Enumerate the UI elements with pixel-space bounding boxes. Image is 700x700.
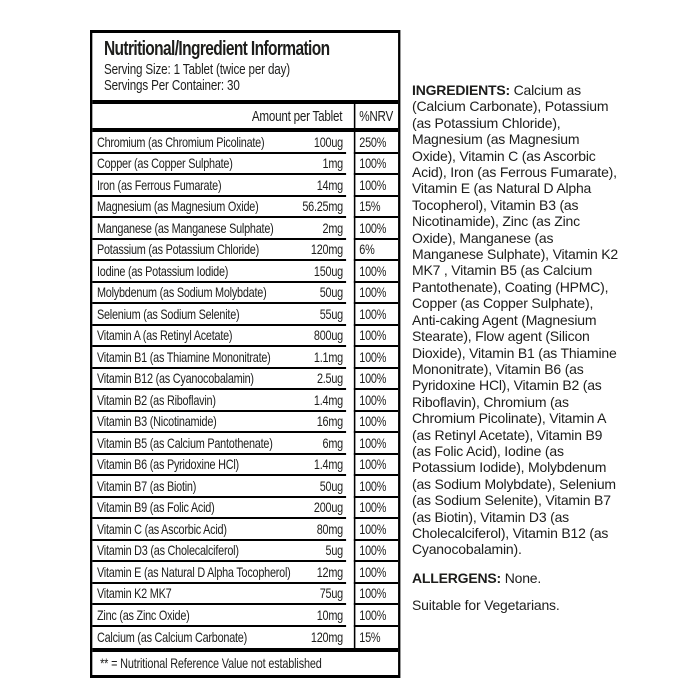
info-column	[412, 82, 618, 614]
column-gap	[346, 104, 354, 128]
nutrient-cell	[92, 433, 346, 455]
nutrient-nrv: 100%	[354, 541, 398, 563]
table-row	[92, 433, 398, 455]
panel-header	[92, 33, 398, 100]
nutrient-name: Magnesium (as Magnesium Oxide)	[96, 198, 259, 215]
ingredients-label: INGREDIENTS:	[412, 82, 510, 98]
nutrient-cell	[92, 326, 346, 348]
column-gap	[346, 132, 354, 154]
table-row	[92, 347, 398, 369]
nutrient-name: Vitamin B1 (as Thiamine Mononitrate)	[96, 348, 271, 365]
table-row	[92, 175, 398, 197]
column-gap	[346, 283, 354, 305]
nutrient-rows	[92, 132, 398, 648]
nutrient-amount: 6mg	[322, 434, 343, 451]
nutrient-cell	[92, 519, 346, 541]
nutrient-name: Iodine (as Potassium Iodide)	[96, 262, 229, 279]
allergens-text: None.	[501, 569, 542, 586]
nutrient-amount: 10mg	[316, 606, 343, 623]
nutrient-amount: 75ug	[319, 585, 343, 602]
nutrient-name: Vitamin C (as Ascorbic Acid)	[96, 520, 227, 537]
column-gap	[346, 369, 354, 391]
nutrient-name: Vitamin D3 (as Cholecalciferol)	[96, 542, 239, 559]
nutrient-cell	[92, 218, 346, 240]
column-gap	[346, 326, 354, 348]
nutrient-cell	[92, 390, 346, 412]
nutrient-amount: 100ug	[313, 133, 343, 150]
nutrient-nrv: 100%	[354, 412, 398, 434]
nutrient-name: Zinc (as Zinc Oxide)	[96, 606, 190, 623]
nutrient-cell	[92, 197, 346, 219]
nutrient-cell	[92, 476, 346, 498]
nutrient-cell	[92, 412, 346, 434]
table-row	[92, 541, 398, 563]
table-row	[92, 132, 398, 154]
allergens-label: ALLERGENS:	[412, 569, 502, 586]
nutrient-amount: 1.4mg	[313, 391, 343, 408]
nutrient-amount: 16mg	[316, 413, 343, 430]
table-row	[92, 261, 398, 283]
column-gap	[346, 240, 354, 262]
table-row	[92, 584, 398, 606]
column-gap	[346, 390, 354, 412]
nutrient-cell	[92, 132, 346, 154]
table-row	[92, 154, 398, 176]
table-row	[92, 498, 398, 520]
table-header-row	[92, 104, 398, 128]
nutrient-name: Vitamin E (as Natural D Alpha Tocopherol)	[96, 563, 291, 580]
nutrient-amount: 150ug	[313, 262, 343, 279]
column-gap	[346, 476, 354, 498]
nutrient-name: Vitamin B12 (as Cyanocobalamin)	[96, 370, 254, 387]
nutrient-name: Potassium (as Potassium Chloride)	[96, 241, 259, 258]
table-row	[92, 412, 398, 434]
nutrient-name: Vitamin B6 (as Pyridoxine HCl)	[96, 456, 239, 473]
column-gap	[346, 197, 354, 219]
nutrient-name: Iron (as Ferrous Fumarate)	[96, 176, 222, 193]
table-row	[92, 304, 398, 326]
column-gap	[346, 304, 354, 326]
nutrient-name: Molybdenum (as Sodium Molybdate)	[96, 284, 267, 301]
nutrient-amount: 1.1mg	[313, 348, 343, 365]
nutrient-name: Selenium (as Sodium Selenite)	[96, 305, 240, 322]
footnote: ** = Nutritional Reference Value not established	[100, 655, 322, 671]
nutrient-nrv: 100%	[354, 304, 398, 326]
table-row	[92, 476, 398, 498]
column-gap	[346, 347, 354, 369]
nutrient-nrv: 100%	[354, 433, 398, 455]
nutrient-name: Vitamin B5 (as Calcium Pantothenate)	[96, 434, 273, 451]
nutrient-amount: 56.25mg	[302, 198, 343, 215]
nutrient-nrv: 100%	[354, 605, 398, 627]
nrv-column-header: %NRV	[354, 104, 398, 128]
nutrient-cell	[92, 261, 346, 283]
nutrient-amount: 120mg	[310, 241, 343, 258]
nutrient-nrv: 15%	[354, 197, 398, 219]
table-row	[92, 283, 398, 305]
nutrient-amount: 50ug	[319, 477, 343, 494]
column-gap	[346, 627, 354, 649]
nutrient-nrv: 100%	[354, 369, 398, 391]
nutrient-cell	[92, 541, 346, 563]
nutrient-cell	[92, 283, 346, 305]
nutrient-nrv: 100%	[354, 562, 398, 584]
vegetarian-note: Suitable for Vegetarians.	[412, 597, 560, 614]
nutrient-amount: 50ug	[319, 284, 343, 301]
nutrient-cell	[92, 369, 346, 391]
nutrient-name: Vitamin B7 (as Biotin)	[96, 477, 197, 494]
table-row	[92, 455, 398, 477]
nutrient-name: Copper (as Copper Sulphate)	[96, 155, 233, 172]
nutrient-name: Vitamin B9 (as Folic Acid)	[96, 499, 215, 516]
nutrient-amount: 80mg	[316, 520, 343, 537]
nutrient-nrv: 100%	[354, 584, 398, 606]
column-gap	[346, 498, 354, 520]
nutrient-name: Manganese (as Manganese Sulphate)	[96, 219, 274, 236]
nutrient-amount: 5ug	[325, 542, 343, 559]
table-row	[92, 519, 398, 541]
ingredients-text: Calcium as (Calcium Carbonate), Potassium (as Potassium Chloride), Magnesium (as Magnesium Oxide), Vitamin C (as Ascorbic Acid), Iron (as Ferrous Fumarate), Vitamin E (as Natural D Alpha Tocopherol), Vitamin B3 (as Nicotinamide), Zinc (as Zinc Oxide), Manganese (as Manganese Sulphate), Vitamin K2 MK7 , Vitamin B5 (as Calcium Pantothenate), Coating (HPMC), Copper (as Copper Sulphate), Anti-caking Agent (Magnesium Stearate), Flow agent (Silicon Dioxide), Vitamin B1 (as Thiamine Mononitrate), Vitamin B6 (as Pyridoxine HCl), Vitamin B2 (as Riboflavin), Chromium (as Chromium Picolinate), Vitamin A (as Retinyl Acetate), Vitamin B9 (as Folic Acid), Iodine (as Potassium Iodide), Molybdenum (as Sodium Molybdate), Selenium (as Sodium Selenite), Vitamin B7 (as Biotin), Vitamin D3 (as Cholecalciferol), Vitamin B12 (as Cyanocobalamin).	[412, 82, 619, 558]
table-row	[92, 369, 398, 391]
column-gap	[346, 455, 354, 477]
column-gap	[346, 541, 354, 563]
nutrient-nrv: 100%	[354, 175, 398, 197]
column-gap	[346, 584, 354, 606]
nutrient-name: Vitamin A (as Retinyl Acetate)	[96, 327, 233, 344]
nutrient-amount: 120mg	[310, 629, 343, 646]
table-row	[92, 605, 398, 627]
nutrient-name: Vitamin B2 (as Riboflavin)	[96, 391, 216, 408]
nutrition-facts-panel	[90, 30, 400, 678]
nutrient-name: Calcium (as Calcium Carbonate)	[96, 629, 247, 646]
nutrient-name: Vitamin K2 MK7	[96, 585, 172, 602]
nutrient-cell	[92, 498, 346, 520]
table-row	[92, 240, 398, 262]
nutrient-cell	[92, 584, 346, 606]
table-row	[92, 218, 398, 240]
table-row	[92, 390, 398, 412]
nutrient-nrv: 100%	[354, 154, 398, 176]
column-gap	[346, 154, 354, 176]
nutrient-cell	[92, 627, 346, 649]
nutrient-nrv: 100%	[354, 498, 398, 520]
nutrient-amount: 2mg	[322, 219, 343, 236]
column-gap	[346, 218, 354, 240]
nutrient-cell	[92, 175, 346, 197]
nutrient-nrv: 15%	[354, 627, 398, 649]
nutrient-nrv: 100%	[354, 218, 398, 240]
column-gap	[346, 412, 354, 434]
nutrient-name: Vitamin B3 (Nicotinamide)	[96, 413, 217, 430]
nutrient-amount: 1.4mg	[313, 456, 343, 473]
nutrient-cell	[92, 304, 346, 326]
column-gap	[346, 433, 354, 455]
nutrient-nrv: 100%	[354, 326, 398, 348]
table-row	[92, 326, 398, 348]
nutrient-nrv: 100%	[354, 283, 398, 305]
ingredients-paragraph	[412, 82, 618, 558]
nutrient-amount: 2.5ug	[316, 370, 343, 387]
amount-column-header: Amount per Tablet	[251, 107, 343, 125]
nutrient-nrv: 250%	[354, 132, 398, 154]
nutrient-cell	[92, 605, 346, 627]
nutrient-cell	[92, 154, 346, 176]
column-gap	[346, 605, 354, 627]
column-gap	[346, 519, 354, 541]
nutrient-nrv: 100%	[354, 476, 398, 498]
nutrient-amount: 800ug	[313, 327, 343, 344]
nutrient-cell	[92, 562, 346, 584]
allergens-line	[412, 570, 618, 586]
table-row	[92, 562, 398, 584]
column-gap	[346, 261, 354, 283]
nutrient-amount: 1mg	[322, 155, 343, 172]
nutrient-cell	[92, 347, 346, 369]
nutrient-nrv: 100%	[354, 347, 398, 369]
nutrient-nrv: 100%	[354, 390, 398, 412]
table-row	[92, 627, 398, 649]
servings-per-container-line: Servings Per Container: 30	[103, 77, 240, 94]
nutrient-amount: 55ug	[319, 305, 343, 322]
nutrient-amount: 12mg	[316, 563, 343, 580]
nutrient-cell	[92, 240, 346, 262]
column-gap	[346, 175, 354, 197]
column-gap	[346, 562, 354, 584]
nutrient-nrv: 100%	[354, 455, 398, 477]
nutrient-amount: 200ug	[313, 499, 343, 516]
nutrient-cell	[92, 455, 346, 477]
nutrient-amount: 14mg	[316, 176, 343, 193]
table-row	[92, 197, 398, 219]
nutrient-nrv: 6%	[354, 240, 398, 262]
serving-size-line: Serving Size: 1 Tablet (twice per day)	[103, 61, 291, 78]
nutrient-nrv: 100%	[354, 261, 398, 283]
nutrient-nrv: 100%	[354, 519, 398, 541]
nutrient-name: Chromium (as Chromium Picolinate)	[96, 133, 265, 150]
panel-title: Nutritional/Ingredient Information	[103, 38, 330, 60]
